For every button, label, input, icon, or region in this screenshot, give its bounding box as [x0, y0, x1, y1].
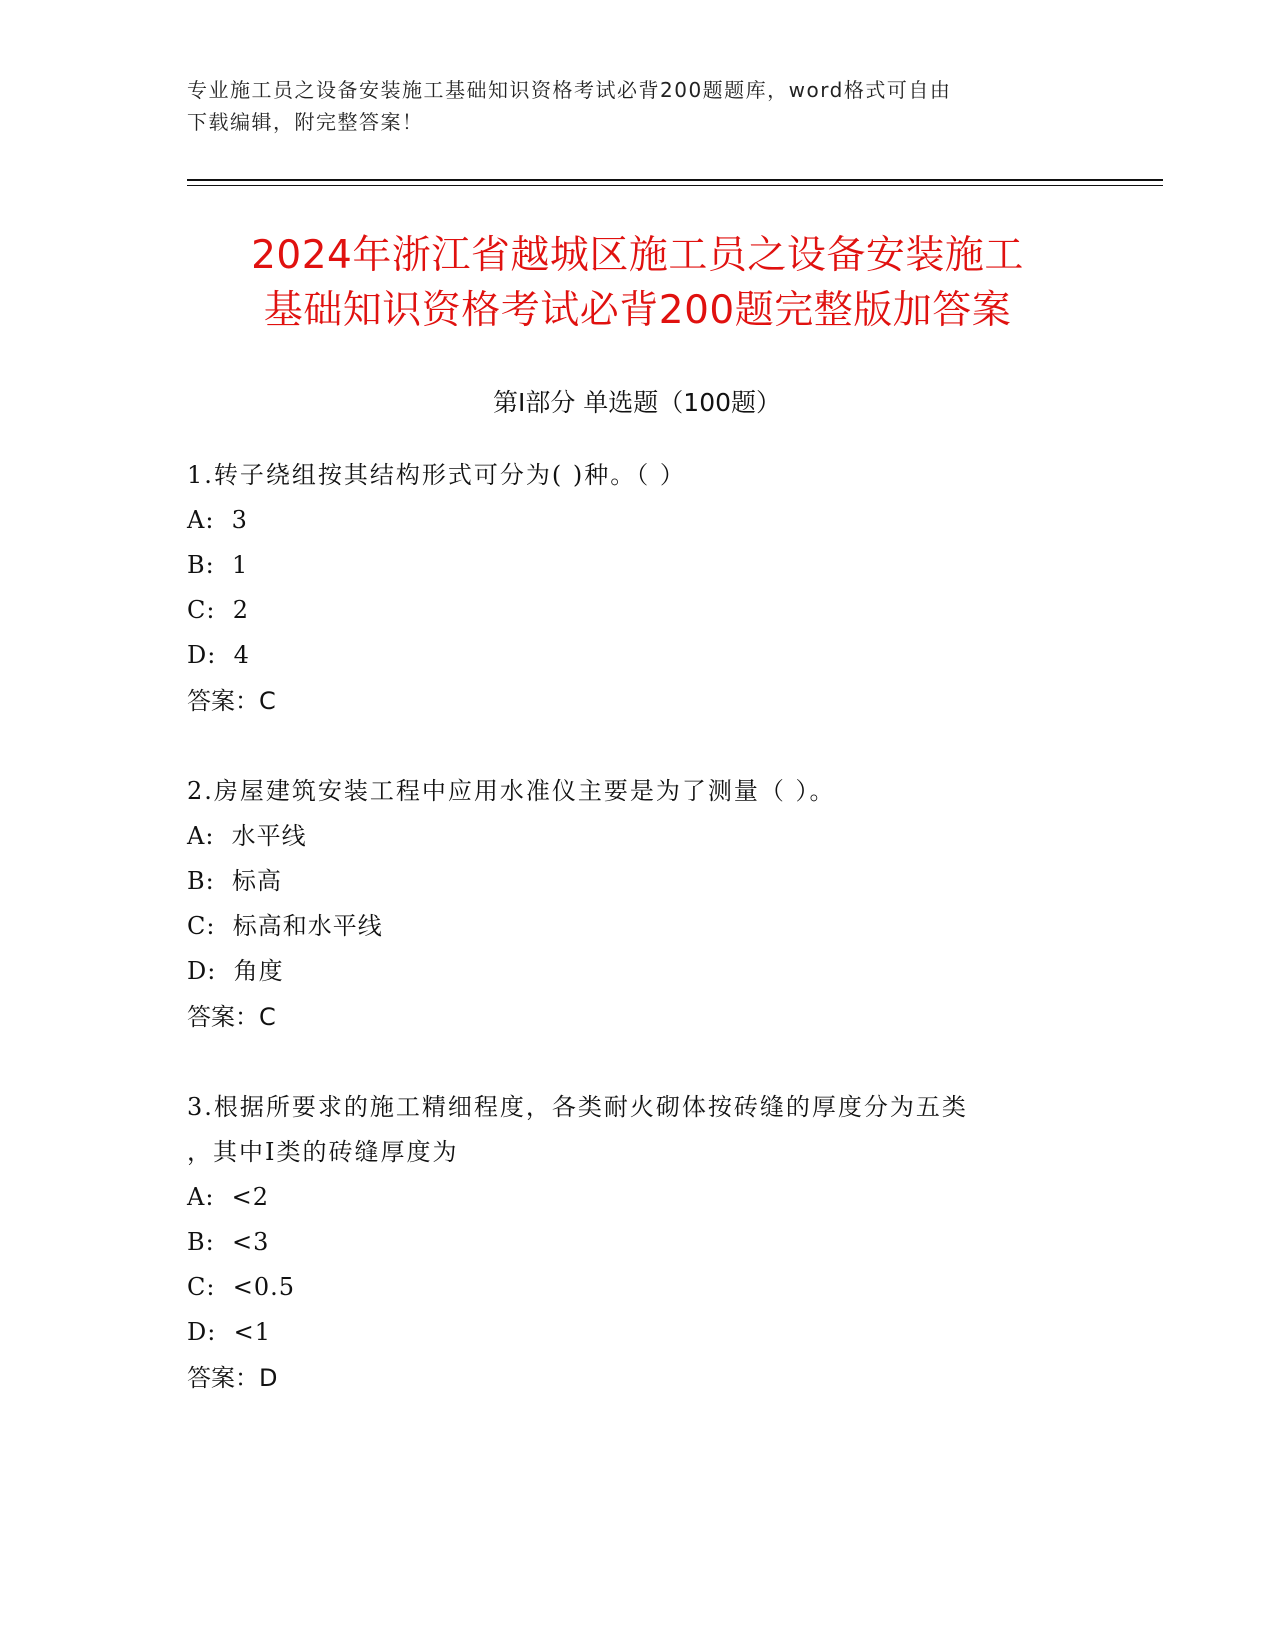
option-b: B: 标高: [187, 867, 282, 895]
option-a: A: <2: [187, 1183, 270, 1211]
question-2: [187, 769, 1087, 1040]
document-title: [150, 228, 1125, 338]
answer: 答案：D: [187, 1364, 278, 1392]
question-stem: 1.转子绕组按其结构形式可分为( )种。（ ）: [187, 461, 686, 489]
answer: 答案：C: [187, 1003, 276, 1031]
option-c: C: 标高和水平线: [187, 912, 383, 940]
option-c: C: 2: [187, 596, 249, 624]
header-note-line-2: 下载编辑，附完整答案！: [187, 110, 424, 134]
header-divider-thin: [187, 185, 1163, 186]
option-d: D: 角度: [187, 957, 284, 985]
header-note: [187, 74, 1067, 138]
option-d: D: <1: [187, 1318, 271, 1346]
option-b: B: <3: [187, 1228, 270, 1256]
option-c: C: <0.5: [187, 1273, 295, 1301]
answer: 答案：C: [187, 687, 276, 715]
option-a: A: 3: [187, 506, 248, 534]
question-stem-line-1: 3.根据所要求的施工精细程度，各类耐火砌体按砖缝的厚度分为五类: [187, 1093, 968, 1121]
header-note-line-1: 专业施工员之设备安装施工基础知识资格考试必背200题题库，word格式可自由: [187, 78, 952, 102]
question-stem-line-2: ，其中Ⅰ类的砖缝厚度为: [187, 1138, 459, 1166]
question-3: [187, 1085, 1087, 1401]
option-a: A: 水平线: [187, 822, 307, 850]
section-title: 第Ⅰ部分 单选题（100题）: [492, 388, 782, 417]
option-b: B: 1: [187, 551, 249, 579]
document-title-line-2: 基础知识资格考试必背200题完整版加答案: [263, 288, 1012, 333]
option-d: D: 4: [187, 641, 250, 669]
document-title-line-1: 2024年浙江省越城区施工员之设备安装施工: [251, 233, 1024, 278]
question-stem: 2.房屋建筑安装工程中应用水准仪主要是为了测量（ ）。: [187, 777, 836, 805]
question-1: [187, 453, 1087, 724]
header-divider-thick: [187, 179, 1163, 181]
